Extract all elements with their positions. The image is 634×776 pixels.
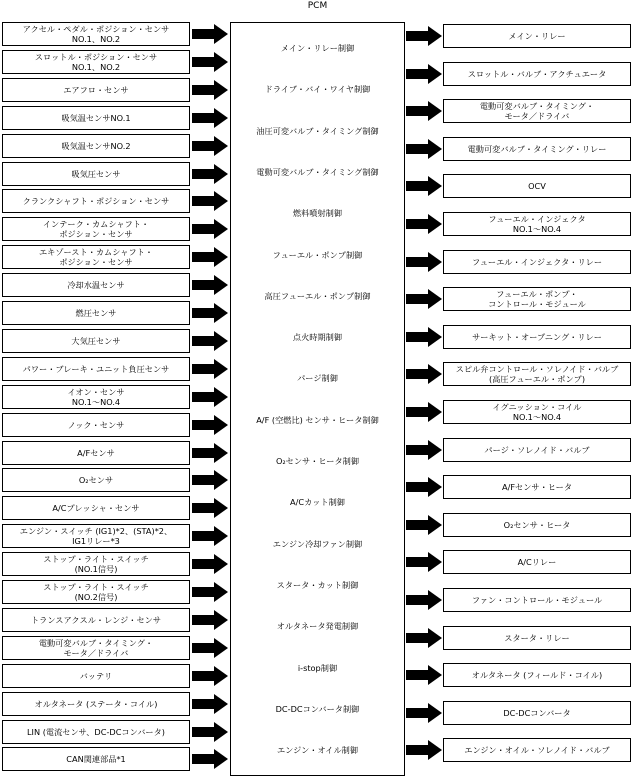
input-arrow [192, 749, 228, 769]
input-arrow [192, 470, 228, 490]
output-box: スタータ・リレー [443, 626, 631, 650]
control-function: ドライブ・バイ・ワイヤ制御 [264, 84, 371, 94]
input-arrow [192, 443, 228, 463]
output-box: 電動可変バルブ・タイミング・ モータ／ドライバ [443, 99, 631, 123]
input-box: イオン・センサ NO.1〜NO.4 [2, 385, 190, 409]
control-function: 燃料噴射制御 [292, 208, 343, 218]
output-box: エンジン・オイル・ソレノイド・バルブ [443, 738, 631, 762]
input-box: エアフロ・センサ [2, 78, 190, 102]
input-arrow [192, 52, 228, 72]
control-function: i-stop制御 [297, 663, 338, 673]
output-arrow [406, 364, 442, 384]
output-arrow [406, 214, 442, 234]
input-arrow [192, 219, 228, 239]
output-box: サーキット・オープニング・リレー [443, 325, 631, 349]
output-arrow [406, 252, 442, 272]
output-box: スピル弁コントロール・ソレノイド・バルブ (高圧フューエル・ポンプ) [443, 362, 631, 386]
input-box: エンジン・スイッチ (IG1)*2、(STA)*2、 IG1リレー*3 [2, 524, 190, 548]
input-arrow [192, 164, 228, 184]
input-box: 吸気温センサNO.1 [2, 106, 190, 130]
input-arrow [192, 359, 228, 379]
pcm-title: PCM [307, 1, 328, 11]
input-box: LIN (電流センサ、DC-DCコンバータ) [2, 720, 190, 744]
output-arrow [406, 402, 442, 422]
output-arrow [406, 176, 442, 196]
input-arrow [192, 526, 228, 546]
input-arrow [192, 666, 228, 686]
output-box: 電動可変バルブ・タイミング・リレー [443, 137, 631, 161]
input-box: 電動可変バルブ・タイミング・ モータ／ドライバ [2, 636, 190, 660]
output-arrow [406, 477, 442, 497]
input-arrow [192, 191, 228, 211]
control-function: 電動可変バルブ・タイミング制御 [256, 167, 379, 177]
input-box: ノック・センサ [2, 413, 190, 437]
output-box: フューエル・ポンプ・ コントロール・モジュール [443, 287, 631, 311]
output-arrow [406, 327, 442, 347]
input-box: クランクシャフト・ポジション・センサ [2, 189, 190, 213]
control-function: エンジン・オイル制御 [276, 745, 359, 755]
input-box: パワー・ブレーキ・ユニット負圧センサ [2, 357, 190, 381]
input-box: 冷却水温センサ [2, 273, 190, 297]
input-box: エキゾースト・カムシャフト・ ポジション・センサ [2, 245, 190, 269]
output-box: フューエル・インジェクタ NO.1〜NO.4 [443, 212, 631, 236]
output-arrow [406, 552, 442, 572]
output-box: オルタネータ (フィールド・コイル) [443, 663, 631, 687]
input-arrow [192, 582, 228, 602]
control-function: O₂センサ・ヒータ制御 [275, 456, 360, 466]
control-function: エンジン冷却ファン制御 [272, 539, 363, 549]
input-arrow [192, 331, 228, 351]
input-box: トランスアクスル・レンジ・センサ [2, 608, 190, 632]
control-function: DC-DCコンバータ制御 [275, 704, 360, 714]
output-arrow [406, 515, 442, 535]
input-arrow [192, 136, 228, 156]
input-box: A/Fセンサ [2, 441, 190, 465]
control-function: 高圧フューエル・ポンプ制御 [264, 291, 371, 301]
output-box: フューエル・インジェクタ・リレー [443, 250, 631, 274]
control-function: 点火時期制御 [292, 332, 343, 342]
output-arrow [406, 289, 442, 309]
output-box: パージ・ソレノイド・バルブ [443, 438, 631, 462]
control-function: A/F (空燃比) センサ・ヒータ制御 [256, 415, 379, 425]
input-arrow [192, 108, 228, 128]
output-arrow [406, 740, 442, 760]
control-function: スタータ・カット制御 [276, 580, 359, 590]
control-function: 油圧可変バルブ・タイミング制御 [256, 126, 379, 136]
input-box: ストップ・ライト・スイッチ (NO.2信号) [2, 580, 190, 604]
output-arrow [406, 26, 442, 46]
input-arrow [192, 722, 228, 742]
input-arrow [192, 387, 228, 407]
output-arrow [406, 64, 442, 84]
input-box: 燃圧センサ [2, 301, 190, 325]
input-box: A/Cプレッシャ・センサ [2, 496, 190, 520]
output-box: A/Cリレー [443, 550, 631, 574]
input-arrow [192, 247, 228, 267]
control-function: メイン・リレー制御 [280, 43, 355, 53]
input-arrow [192, 80, 228, 100]
output-arrow [406, 139, 442, 159]
input-arrow [192, 610, 228, 630]
control-function: A/Cカット制御 [290, 497, 345, 507]
input-box: O₂センサ [2, 468, 190, 492]
input-box: 大気圧センサ [2, 329, 190, 353]
input-box: 吸気温センサNO.2 [2, 134, 190, 158]
output-arrow [406, 665, 442, 685]
input-box: ストップ・ライト・スイッチ (NO.1信号) [2, 552, 190, 576]
output-arrow [406, 440, 442, 460]
output-box: OCV [443, 174, 631, 198]
input-box: CAN関連部品*1 [2, 747, 190, 771]
output-arrow [406, 590, 442, 610]
input-arrow [192, 303, 228, 323]
output-box: ファン・コントロール・モジュール [443, 588, 631, 612]
control-function: パージ制御 [297, 373, 338, 383]
input-arrow [192, 275, 228, 295]
input-box: オルタネータ (ステータ・コイル) [2, 692, 190, 716]
input-box: アクセル・ペダル・ポジション・センサ NO.1、NO.2 [2, 22, 190, 46]
input-arrow [192, 554, 228, 574]
input-arrow [192, 415, 228, 435]
input-box: バッテリ [2, 664, 190, 688]
output-box: メイン・リレー [443, 24, 631, 48]
output-box: DC-DCコンバータ [443, 701, 631, 725]
input-arrow [192, 498, 228, 518]
input-box: スロットル・ポジション・センサ NO.1、NO.2 [2, 50, 190, 74]
input-box: インテーク・カムシャフト・ ポジション・センサ [2, 217, 190, 241]
output-arrow [406, 101, 442, 121]
input-arrow [192, 694, 228, 714]
pcm-box [230, 22, 405, 776]
output-box: A/Fセンサ・ヒータ [443, 475, 631, 499]
output-arrow [406, 628, 442, 648]
input-box: 吸気圧センサ [2, 162, 190, 186]
input-arrow [192, 24, 228, 44]
control-function: フューエル・ポンプ制御 [272, 250, 363, 260]
output-box: スロットル・バルブ・アクチュエータ [443, 62, 631, 86]
output-box: O₂センサ・ヒータ [443, 513, 631, 537]
output-box: イグニッション・コイル NO.1〜NO.4 [443, 400, 631, 424]
input-arrow [192, 638, 228, 658]
control-function: オルタネータ発電制御 [276, 621, 359, 631]
output-arrow [406, 703, 442, 723]
